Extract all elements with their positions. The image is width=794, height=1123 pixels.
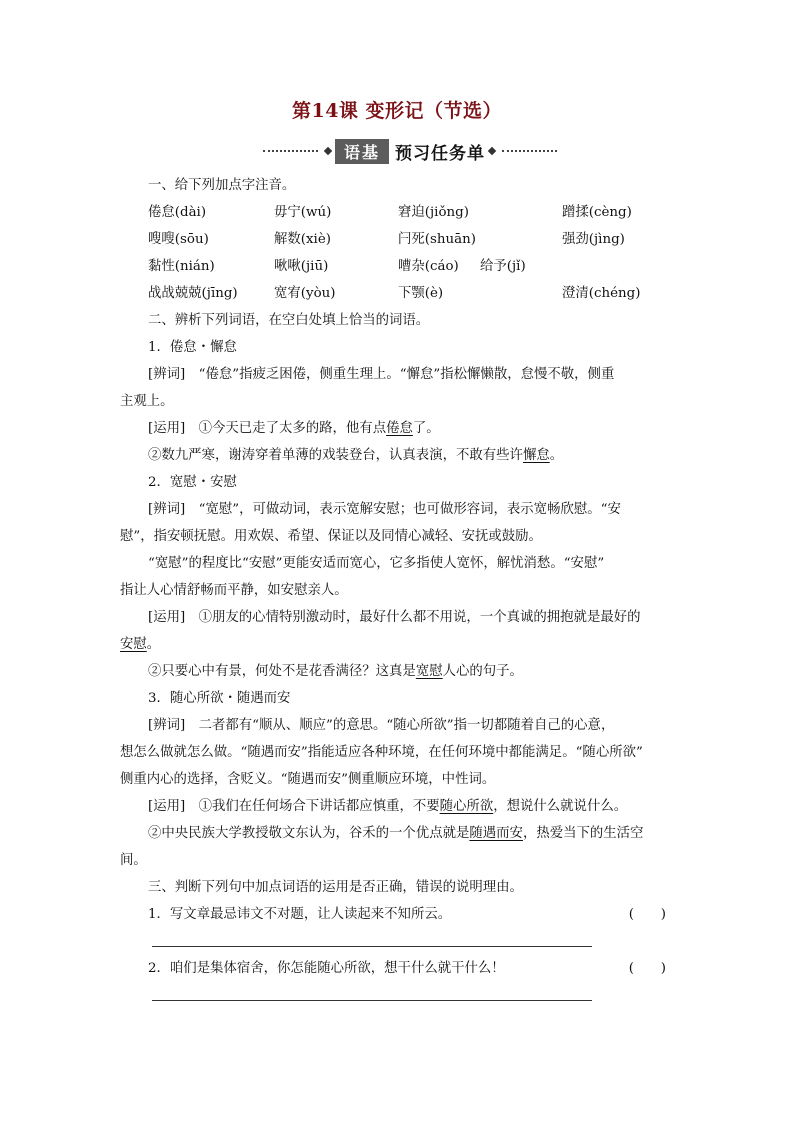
yunyong-text: ，热爱当下的生活空: [522, 826, 644, 841]
bianci-text: [辨词] 二者都有“顺从、顺应”的意思。“随心所欲”指一切都随着自己的心意，: [148, 718, 615, 733]
answer-line[interactable]: [120, 928, 680, 955]
page-title: 第14课 变形记（节选）: [291, 100, 503, 122]
yunyong-line: [120, 442, 680, 469]
item-title: 3．随心所欲・随遇而安: [148, 691, 291, 706]
yunyong-line: [120, 820, 680, 847]
answer-word: 宽慰: [415, 664, 443, 679]
yunyong-text: [运用] ①我们在任何场合下讲话都应慎重，不要: [148, 799, 440, 814]
yunyong-text: 了。: [412, 421, 440, 436]
banner-label: 预习任务单: [395, 143, 486, 164]
answer-word: 随心所欲: [439, 799, 494, 814]
pinyin-row: [120, 199, 680, 226]
bianci-text: 主观上。: [120, 394, 174, 409]
pinyin-item: 窘迫(jiǒng): [398, 205, 469, 220]
pinyin-item: 嗖嗖(sōu): [148, 232, 209, 247]
pinyin-row: [120, 253, 680, 280]
pinyin-item: 战战兢兢(jīng): [148, 286, 238, 301]
yunyong-line: [120, 631, 680, 658]
bianci-text: [辨词] “宽慰”，可做动词，表示宽解安慰；也可做形容词，表示宽畅欣慰。“安: [148, 502, 621, 517]
yunyong-text: [运用] ①朋友的心情特别激动时，最好什么都不用说，一个真诚的拥抱就是最好的: [148, 610, 641, 625]
pinyin-item: 解数(xiè): [274, 232, 331, 247]
pinyin-row: [120, 226, 680, 253]
pinyin-item: 毋宁(wú): [274, 205, 332, 220]
pinyin-item: 啾啾(jiū): [274, 259, 329, 274]
yunyong-line: [120, 658, 680, 685]
pinyin-item: 嘈杂(cáo): [398, 259, 459, 274]
pinyin-row: [120, 280, 680, 307]
diamond-icon: [324, 147, 332, 155]
pinyin-item: 闩死(shuān): [398, 232, 476, 247]
judge-item: [120, 955, 680, 982]
item-title: 2．宽慰・安慰: [148, 475, 237, 490]
answer-word: 倦怠: [386, 421, 413, 436]
section-heading: 二、辨析下列词语，在空白处填上恰当的词语。: [148, 313, 430, 328]
pinyin-item: 下颚(è): [398, 286, 444, 301]
bianci-text: 慰”，指安顿抚慰。用欢娱、希望、保证以及同情心减轻、安抚或鼓励。: [120, 529, 542, 544]
pinyin-item: 黏性(nián): [148, 259, 215, 274]
yunyong-line: [120, 793, 680, 820]
yunyong-text: ②中央民族大学教授敬文东认为，谷禾的一个优点就是: [148, 826, 470, 841]
yunyong-text: ，想说什么就说什么。: [493, 799, 628, 814]
answer-word: 随遇而安: [469, 826, 523, 841]
item-title: 1．倦怠・懈怠: [148, 340, 237, 355]
pinyin-item: 蹭揉(cèng): [562, 205, 632, 220]
yunyong-text: ②只要心中有景，何处不是花香满径？这真是: [148, 664, 416, 679]
answer-word: 安慰: [120, 637, 147, 652]
bianci-text: 侧重内心的选择，含贬义。“随遇而安”侧重顺应环境，中性词。: [120, 772, 496, 787]
yunyong-line: [120, 415, 680, 442]
yunyong-text: 人心的句子。: [442, 664, 523, 679]
judge-text: 1．写文章最忌讳文不对题，让人读起来不知所云。: [148, 907, 452, 922]
answer-word: 懈怠: [522, 448, 550, 463]
section-heading: 一、给下列加点字注音。: [148, 178, 296, 193]
pinyin-item: 给予(jǐ): [480, 259, 526, 274]
judge-item: [120, 901, 680, 928]
yunyong-text: ②数九严寒，谢涛穿着单薄的戏装登台，认真表演，不敢有些许: [148, 448, 523, 463]
banner-badge: 语基: [335, 139, 389, 164]
answer-paren[interactable]: ( ): [628, 907, 666, 922]
yunyong-text: [运用] ①今天已走了太多的路，他有点: [148, 421, 387, 436]
banner-dots-left: [263, 150, 318, 152]
section-heading: 三、判断下列句中加点词语的运用是否正确，错误的说明理由。: [148, 880, 523, 895]
pinyin-item: 强劲(jìng): [562, 232, 625, 247]
bianci-text: “宽慰”的程度比“安慰”更能安适而宽心，它多指使人宽怀，解忧消愁。“安慰”: [148, 556, 605, 571]
answer-paren[interactable]: ( ): [628, 961, 666, 976]
yunyong-text: 。: [549, 448, 564, 463]
answer-line[interactable]: [120, 982, 680, 1009]
diamond-icon: [488, 147, 496, 155]
bianci-text: 想怎么做就怎么做。“随遇而安”指能适应各种环境，在任何环境中都能满足。“随心所欲”: [120, 745, 643, 760]
worksheet-body: [120, 172, 680, 1009]
section-banner: [260, 138, 560, 164]
yunyong-text: 。: [146, 637, 161, 652]
pinyin-item: 澄清(chéng): [562, 286, 641, 301]
banner-dots-right: [502, 150, 557, 152]
judge-text: 2．咱们是集体宿舍，你怎能随心所欲，想干什么就干什么！: [148, 961, 505, 976]
yunyong-text: 间。: [120, 853, 147, 868]
bianci-text: [辨词] “倦怠”指疲乏困倦，侧重生理上。“懈怠”指松懈懒散，怠慢不敬，侧重: [148, 367, 615, 382]
pinyin-item: 倦怠(dài): [148, 205, 207, 220]
pinyin-item: 宽宥(yòu): [274, 286, 336, 301]
bianci-text: 指让人心情舒畅而平静，如安慰亲人。: [120, 583, 348, 598]
